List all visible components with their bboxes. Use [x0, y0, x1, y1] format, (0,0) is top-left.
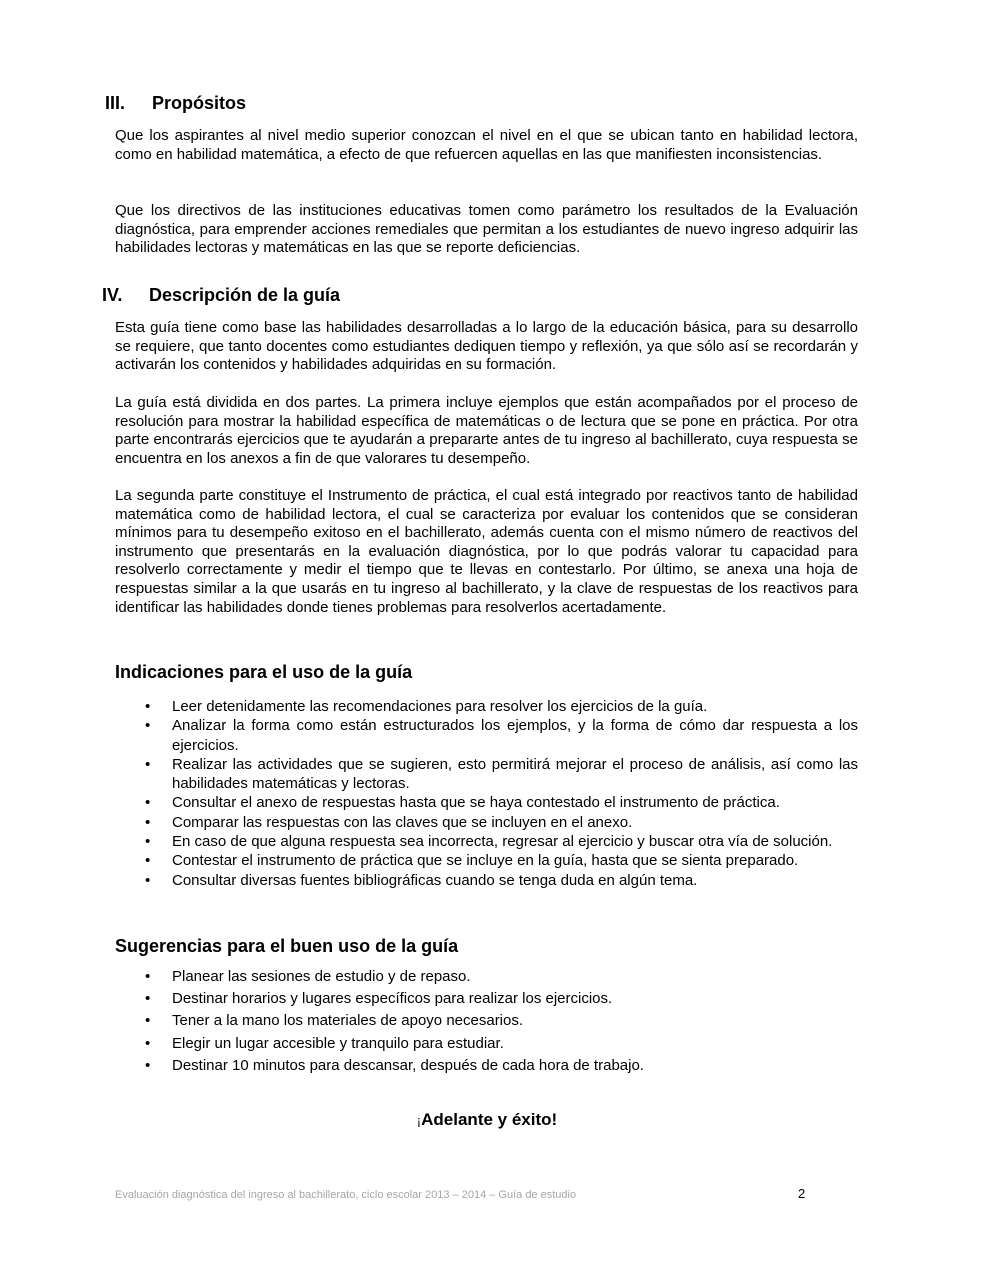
bullet-icon: • — [145, 852, 151, 870]
list-item — [115, 1012, 858, 1031]
bullet-icon: • — [145, 794, 151, 812]
subheading-sugerencias: Sugerencias para el buen uso de la guía — [115, 936, 459, 956]
list-item-text: Tener a la mano los materiales de apoyo necesarios. — [172, 1012, 524, 1030]
list-item — [115, 716, 858, 755]
list-item-text: Destinar 10 minutos para descansar, después de cada hora de trabajo. — [172, 1056, 644, 1074]
bullet-icon: • — [145, 1034, 151, 1052]
list-item-text: Destinar horarios y lugares específicos para realizar los ejercicios. — [172, 990, 613, 1008]
indicaciones-list — [115, 697, 858, 890]
section-heading-propositos — [105, 92, 247, 114]
bullet-icon: • — [145, 698, 151, 715]
bullet-icon: • — [145, 717, 151, 735]
paragraph: Esta guía tiene como base las habilidades desarrolladas a lo largo de la educación básica, para su desarrollo se requiere, que tanto docentes como estudiantes dediquen tiempo y reflexión, ya que sólo así se recordarán y activarán los contenidos y habilidades adquiridas en su formación. — [115, 319, 858, 374]
bullet-icon: • — [145, 871, 151, 889]
subheading-indicaciones: Indicaciones para el uso de la guía — [115, 662, 413, 682]
list-item — [115, 755, 858, 794]
list-item-text: En caso de que alguna respuesta sea incorrecta, regresar al ejercicio y buscar otra vía de solución. — [172, 833, 833, 851]
list-item — [115, 793, 858, 812]
bullet-icon: • — [145, 833, 151, 851]
list-item — [115, 832, 858, 851]
list-item — [115, 851, 858, 870]
paragraph: Que los aspirantes al nivel medio superior conozcan el nivel en el que se ubican tanto en habilidad lectora, como en habilidad matemática, a efecto de que refuercen aquellas en las que manifiesten inconsistencias. — [115, 127, 858, 163]
bullet-icon: • — [145, 990, 151, 1008]
paragraph: Que los directivos de las instituciones educativas tomen como parámetro los resultados de la Evaluación diagnóstica, para emprender acciones remediales que permitan a los estudiantes de nuevo ingreso adquirir las habilidades lectoras y matemáticas en las que se reporte deficiencias. — [115, 202, 858, 257]
list-item-text: Elegir un lugar accesible y tranquilo para estudiar. — [172, 1034, 504, 1052]
inverted-exclamation: ¡ — [416, 1113, 422, 1128]
list-item — [115, 813, 858, 832]
list-item-text: Comparar las respuestas con las claves que se incluyen en el anexo. — [172, 813, 633, 831]
bullet-icon: • — [145, 1012, 151, 1030]
sugerencias-list — [115, 968, 858, 1079]
section-number: III. — [105, 93, 126, 113]
closing-text: Adelante y éxito! — [421, 1110, 558, 1129]
section-title: Descripción de la guía — [149, 285, 341, 305]
bullet-icon: • — [145, 968, 151, 985]
list-item-text: Contestar el instrumento de práctica que se incluye en la guía, hasta que se sienta preparado. — [172, 852, 799, 870]
closing-message — [0, 1109, 974, 1132]
section-heading-descripcion — [102, 284, 341, 306]
paragraph: La segunda parte constituye el Instrumento de práctica, el cual está integrado por reactivos tanto de habilidad matemática como de habilidad lectora, el cual se caracteriza por evaluar los contenidos que se consideran mínimos para tu desempeño exitoso en el bachillerato, además cuenta con el mismo número de reactivos del instrumento que presentarás en la evaluación diagnóstica, por lo que podrás valorar tu capacidad para resolverlo correctamente y medir el tiempo que te llevas en contestarlo. Por último, se anexa una hoja de respuestas similar a la que usarás en tu ingreso al bachillerato, y la clave de respuestas de los reactivos para identificar las habilidades donde tienes problemas para resolverlos acertadamente. — [115, 487, 858, 616]
list-item-text: Planear las sesiones de estudio y de repaso. — [172, 968, 471, 985]
list-item-text: Consultar el anexo de respuestas hasta que se haya contestado el instrumento de práctica. — [172, 794, 780, 812]
list-item — [115, 697, 858, 716]
bullet-icon: • — [145, 755, 151, 773]
page-number: 2 — [798, 1186, 806, 1201]
bullet-icon: • — [145, 813, 151, 831]
bullet-icon: • — [145, 1056, 151, 1074]
list-item-text: Analizar la forma como están estructurados los ejemplos, y la forma de cómo dar respuesta a los ejercicios. — [172, 717, 858, 754]
paragraph: La guía está dividida en dos partes. La primera incluye ejemplos que están acompañados por el proceso de resolución para mostrar la habilidad específica de matemáticas o de lectura que se pone en práctica. Por otra parte encontrarás ejercicios que te ayudarán a prepararte antes de tu ingreso al bachillerato, cuya respuesta se encuentra en los anexos a fin de que valorares tu desempeño. — [115, 394, 858, 467]
list-item-text: Leer detenidamente las recomendaciones para resolver los ejercicios de la guía. — [172, 698, 708, 715]
list-item-text: Consultar diversas fuentes bibliográficas cuando se tenga duda en algún tema. — [172, 871, 698, 889]
page-footer: Evaluación diagnóstica del ingreso al bachillerato, ciclo escolar 2013 – 2014 – Guía de estudio — [115, 1189, 577, 1201]
list-item — [115, 1035, 858, 1054]
list-item — [115, 1057, 858, 1076]
list-item-text: Realizar las actividades que se sugieren, esto permitirá mejorar el proceso de análisis, así como las habilidades matemáticas y lectoras. — [172, 755, 858, 793]
list-item — [115, 871, 858, 890]
section-number: IV. — [102, 285, 123, 305]
section-title: Propósitos — [152, 93, 247, 113]
list-item — [115, 968, 858, 987]
list-item — [115, 990, 858, 1009]
